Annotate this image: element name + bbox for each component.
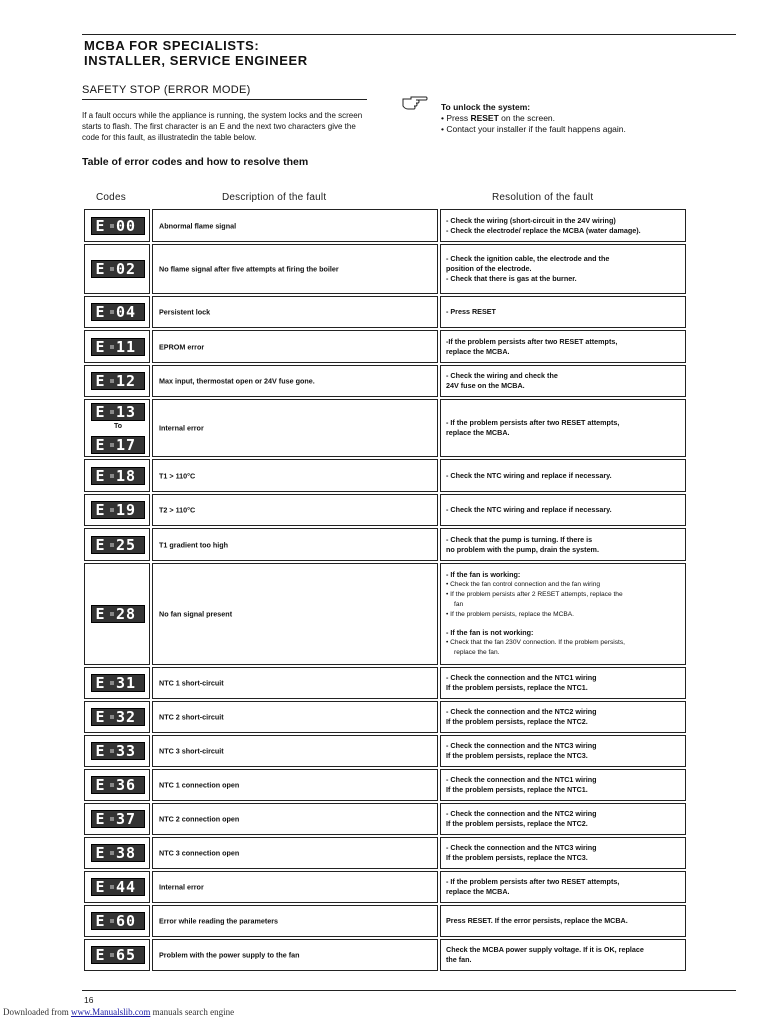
fault-description: T1 gradient too high [159, 540, 229, 549]
fault-description: Internal error [159, 423, 204, 433]
fault-description: NTC 2 short-circuit [159, 712, 224, 722]
lcd-digits: 32 [116, 708, 137, 726]
error-code-table [84, 209, 686, 973]
description-cell [152, 803, 438, 835]
code-cell [84, 296, 150, 328]
lcd-digits: 60 [116, 912, 137, 930]
fault-resolution [446, 371, 681, 391]
resolution-line: no problem with the pump, drain the system. [446, 544, 599, 554]
resolution-cell [440, 244, 686, 294]
resolution-cell [440, 459, 686, 492]
lcd-separator [110, 851, 114, 855]
unlock-line-1-pre: • Press [441, 113, 471, 123]
resolution-line [446, 620, 681, 628]
resolution-line: If the problem persists, replace the NTC1. [446, 683, 588, 692]
resolution-line: - Check the connection and the NTC2 wiring [446, 809, 597, 818]
error-code-display [91, 536, 145, 554]
description-cell [152, 563, 438, 665]
fault-description: EPROM error [159, 342, 205, 351]
fault-description: NTC 2 connection open [159, 814, 240, 824]
code-cell [84, 365, 150, 397]
lcd-separator [110, 749, 114, 753]
code-cell [84, 667, 150, 699]
resolution-line: - Check that the pump is turning. If there is [446, 534, 593, 544]
error-code-display [91, 810, 145, 828]
resolution-line: - Check the connection and the NTC2 wiring [446, 707, 597, 716]
resolution-line: - Check the connection and the NTC1 wiring [446, 673, 597, 682]
code-cell [84, 803, 150, 835]
fault-description: NTC 3 connection open [159, 848, 240, 858]
lcd-separator [110, 783, 114, 787]
resolution-cell [440, 563, 686, 665]
description-cell [152, 296, 438, 328]
resolution-line: If the problem persists, replace the NTC1. [446, 785, 588, 794]
resolution-cell [440, 735, 686, 767]
top-rule [82, 34, 736, 35]
lcd-digits: 25 [116, 536, 137, 554]
fault-resolution [446, 216, 681, 236]
lcd-separator [110, 681, 114, 685]
description-cell [152, 209, 438, 242]
resolution-cell [440, 296, 686, 328]
description-cell [152, 939, 438, 971]
lcd-letter: E [95, 674, 105, 692]
error-code-display [91, 303, 145, 321]
code-cell [84, 244, 150, 294]
resolution-line: If the problem persists, replace the NTC3. [446, 853, 588, 862]
resolution-line: If the problem persists, replace the NTC2. [446, 717, 588, 726]
lcd-digits: 11 [116, 338, 137, 356]
section-rule [82, 99, 367, 100]
resolution-line: - If the fan is not working: [446, 628, 534, 637]
table-row [84, 330, 686, 363]
resolution-cell [440, 701, 686, 733]
resolution-cell [440, 330, 686, 363]
resolution-line: - Check the NTC wiring and replace if necessary. [446, 470, 612, 480]
table-row [84, 494, 686, 526]
lcd-digits: 13 [116, 403, 137, 421]
table-row [84, 701, 686, 733]
resolution-line: - Check the connection and the NTC3 wiring [446, 741, 597, 750]
lcd-letter: E [95, 776, 105, 794]
lcd-separator [110, 508, 114, 512]
fault-description: Internal error [159, 882, 204, 892]
code-cell [84, 871, 150, 903]
error-code-display [91, 403, 145, 421]
lcd-digits: 04 [116, 303, 137, 321]
lcd-digits: 33 [116, 742, 137, 760]
error-code-display [91, 338, 145, 356]
fault-resolution [446, 843, 681, 863]
lcd-digits: 12 [116, 372, 137, 390]
description-cell [152, 667, 438, 699]
fault-resolution [446, 505, 681, 515]
table-row [84, 905, 686, 937]
lcd-digits: 36 [116, 776, 137, 794]
lcd-letter: E [95, 303, 105, 321]
lcd-letter: E [95, 536, 105, 554]
fault-description: Max input, thermostat open or 24V fuse gone. [159, 376, 315, 386]
error-code-display [91, 776, 145, 794]
table-row [84, 871, 686, 903]
lcd-separator [110, 379, 114, 383]
lcd-digits: 65 [116, 946, 137, 964]
code-cell [84, 494, 150, 526]
resolution-cell [440, 905, 686, 937]
resolution-line: - If the fan is working: [446, 570, 521, 579]
description-cell [152, 399, 438, 457]
unlock-line-1 [441, 113, 626, 124]
fault-description: No fan signal present [159, 609, 233, 619]
fault-resolution [446, 535, 681, 555]
table-row [84, 244, 686, 294]
lcd-separator [110, 612, 114, 616]
lcd-letter: E [95, 708, 105, 726]
error-code-display [91, 605, 145, 623]
pointing-hand-icon [402, 94, 428, 110]
bottom-rule [82, 990, 736, 991]
fault-resolution [446, 877, 681, 897]
table-row [84, 735, 686, 767]
error-code-display [91, 501, 145, 519]
resolution-line: • If the problem persists, replace the MCBA. [446, 611, 575, 618]
fault-description: Abnormal flame signal [159, 221, 237, 230]
column-header-resolution: Resolution of the fault [492, 192, 594, 203]
lcd-letter: E [95, 878, 105, 896]
table-row [84, 399, 686, 457]
code-cell [84, 563, 150, 665]
resolution-line: replace the MCBA. [446, 887, 510, 896]
table-row [84, 209, 686, 242]
fault-description: No flame signal after five attempts at firing the boiler [159, 264, 339, 274]
table-row [84, 528, 686, 561]
lcd-separator [110, 410, 114, 414]
lcd-letter: E [95, 742, 105, 760]
lcd-separator [110, 345, 114, 349]
resolution-line: 24V fuse on the MCBA. [446, 381, 525, 390]
code-cell [84, 701, 150, 733]
unlock-reset-word: RESET [470, 113, 499, 123]
lcd-digits: 18 [116, 467, 137, 485]
code-cell [84, 209, 150, 242]
lcd-separator [110, 715, 114, 719]
column-header-codes: Codes [96, 192, 126, 203]
lcd-separator [110, 224, 114, 228]
fault-description: NTC 3 short-circuit [159, 746, 224, 756]
error-code-display [91, 708, 145, 726]
lcd-letter: E [95, 912, 105, 930]
resolution-line: - Press RESET [446, 307, 496, 316]
resolution-line: If the problem persists, replace the NTC2. [446, 819, 588, 828]
lcd-separator [110, 543, 114, 547]
resolution-cell [440, 769, 686, 801]
resolution-cell [440, 667, 686, 699]
code-cell [84, 528, 150, 561]
fault-resolution [446, 741, 681, 761]
error-code-display [91, 844, 145, 862]
resolution-line: replace the MCBA. [446, 428, 510, 437]
table-row [84, 365, 686, 397]
error-code-display [91, 912, 145, 930]
download-footer [3, 1007, 234, 1017]
lcd-separator [110, 443, 114, 447]
resolution-cell [440, 494, 686, 526]
fault-resolution [446, 337, 681, 357]
lcd-letter: E [95, 436, 105, 454]
table-row [84, 459, 686, 492]
column-header-description: Description of the fault [222, 192, 327, 203]
error-code-display [91, 674, 145, 692]
description-cell [152, 244, 438, 294]
fault-resolution [446, 570, 681, 658]
resolution-line: • If the problem persists after 2 RESET attempts, replace the [446, 591, 623, 598]
fault-resolution [446, 307, 681, 317]
resolution-line: fan [454, 601, 464, 608]
resolution-line: - Check that there is gas at the burner. [446, 274, 577, 283]
lcd-digits: 28 [116, 605, 137, 623]
table-row [84, 563, 686, 665]
resolution-cell [440, 209, 686, 242]
lcd-separator [110, 817, 114, 821]
section-title: SAFETY STOP (ERROR MODE) [82, 84, 251, 96]
header-line-2: INSTALLER, SERVICE ENGINEER [84, 53, 308, 68]
lcd-digits: 00 [116, 217, 137, 235]
resolution-line: the fan. [446, 955, 472, 964]
lcd-letter: E [95, 605, 105, 623]
resolution-cell [440, 399, 686, 457]
resolution-cell [440, 939, 686, 971]
lcd-separator [110, 885, 114, 889]
lcd-letter: E [95, 501, 105, 519]
lcd-letter: E [95, 260, 105, 278]
fault-resolution [446, 775, 681, 795]
unlock-title: To unlock the system: [441, 102, 531, 112]
lcd-letter: E [95, 844, 105, 862]
code-cell [84, 330, 150, 363]
footer-suffix: manuals search engine [150, 1007, 235, 1017]
resolution-line: - If the problem persists after two RESET attempts, [446, 877, 620, 886]
lcd-digits: 17 [116, 436, 137, 454]
manualslib-link[interactable]: www.Manualslib.com [70, 1007, 151, 1017]
resolution-cell [440, 837, 686, 869]
lcd-separator [110, 474, 114, 478]
description-cell [152, 528, 438, 561]
table-row [84, 837, 686, 869]
lcd-digits: 31 [116, 674, 137, 692]
resolution-line: • Check the fan control connection and the fan wiring [446, 581, 601, 588]
description-cell [152, 769, 438, 801]
fault-resolution [446, 418, 681, 438]
lcd-digits: 44 [116, 878, 137, 896]
resolution-line: -If the problem persists after two RESET attempts, [446, 336, 618, 346]
code-cell [84, 769, 150, 801]
code-range-to: To [113, 423, 123, 430]
resolution-cell [440, 871, 686, 903]
resolution-cell [440, 803, 686, 835]
resolution-line: Press RESET. If the error persists, replace the MCBA. [446, 916, 628, 925]
fault-resolution [446, 471, 681, 481]
error-code-display [91, 260, 145, 278]
resolution-line: position of the electrode. [446, 264, 532, 273]
resolution-line: Check the MCBA power supply voltage. If it is OK, replace [446, 945, 644, 954]
lcd-separator [110, 267, 114, 271]
lcd-letter: E [95, 217, 105, 235]
error-code-display [91, 217, 145, 235]
lcd-letter: E [95, 810, 105, 828]
table-row [84, 803, 686, 835]
fault-description: NTC 1 short-circuit [159, 678, 224, 688]
resolution-line: - Check the wiring and check the [446, 371, 558, 380]
fault-description: T2 > 110°C [159, 505, 196, 515]
description-cell [152, 701, 438, 733]
description-cell [152, 837, 438, 869]
description-cell [152, 735, 438, 767]
description-cell [152, 459, 438, 492]
table-row [84, 296, 686, 328]
code-cell [84, 735, 150, 767]
table-row [84, 939, 686, 971]
description-cell [152, 494, 438, 526]
table-title: Table of error codes and how to resolve them [82, 156, 309, 168]
code-cell [84, 459, 150, 492]
lcd-separator [110, 953, 114, 957]
intro-paragraph: If a fault occurs while the appliance is running, the system locks and the screen starts to flash. The first character is an E and the next two characters give the code for this fault, as illustratedin the table below. [82, 111, 363, 142]
description-cell [152, 365, 438, 397]
error-code-display [91, 878, 145, 896]
lcd-letter: E [95, 946, 105, 964]
code-cell [84, 905, 150, 937]
error-code-display [91, 946, 145, 964]
unlock-instructions [441, 102, 626, 135]
resolution-line: • Check that the fan 230V connection. If the problem persists, [446, 639, 625, 646]
fault-description: Error while reading the parameters [159, 916, 279, 926]
resolution-line: - If the problem persists after two RESET attempts, [446, 418, 620, 427]
code-cell [84, 939, 150, 971]
lcd-separator [110, 919, 114, 923]
lcd-digits: 02 [116, 260, 137, 278]
fault-description: Problem with the power supply to the fan [159, 950, 300, 960]
resolution-line: replace the fan. [454, 649, 500, 656]
error-code-display [91, 742, 145, 760]
resolution-cell [440, 528, 686, 561]
fault-resolution [446, 673, 681, 693]
resolution-line: - Check the connection and the NTC1 wiring [446, 775, 597, 784]
table-row [84, 769, 686, 801]
description-cell [152, 330, 438, 363]
fault-description: T1 > 110°C [159, 471, 196, 480]
lcd-letter: E [95, 467, 105, 485]
resolution-line: - Check the connection and the NTC3 wiring [446, 843, 597, 852]
fault-resolution [446, 254, 681, 284]
lcd-letter: E [95, 403, 105, 421]
resolution-cell [440, 365, 686, 397]
lcd-digits: 38 [116, 844, 137, 862]
fault-resolution [446, 809, 681, 829]
page-number: 16 [84, 995, 94, 1005]
description-cell [152, 905, 438, 937]
unlock-line-2: • Contact your installer if the fault happens again. [441, 124, 626, 134]
resolution-line: replace the MCBA. [446, 346, 510, 356]
fault-resolution [446, 916, 681, 926]
code-cell [84, 837, 150, 869]
resolution-line: - Check the ignition cable, the electrode and the [446, 254, 610, 263]
lcd-separator [110, 310, 114, 314]
header-line-1: MCBA FOR SPECIALISTS: [84, 38, 260, 53]
lcd-letter: E [95, 372, 105, 390]
error-code-display [91, 436, 145, 454]
resolution-line: - Check the electrode/ replace the MCBA (water damage). [446, 225, 641, 235]
fault-description: Persistent lock [159, 307, 211, 317]
description-cell [152, 871, 438, 903]
fault-resolution [446, 707, 681, 727]
resolution-line: - Check the NTC wiring and replace if necessary. [446, 505, 612, 514]
page-header [84, 38, 504, 68]
unlock-line-1-post: on the screen. [498, 113, 556, 123]
fault-resolution [446, 945, 681, 965]
lcd-digits: 37 [116, 810, 137, 828]
lcd-letter: E [95, 338, 105, 356]
error-code-display [91, 372, 145, 390]
fault-description: NTC 1 connection open [159, 780, 240, 790]
footer-prefix: Downloaded from [3, 1007, 71, 1017]
table-row [84, 667, 686, 699]
lcd-digits: 19 [116, 501, 137, 519]
resolution-line: - Check the wiring (short-circuit in the 24V wiring) [446, 215, 616, 225]
error-code-display [91, 467, 145, 485]
code-cell [84, 399, 150, 457]
resolution-line: If the problem persists, replace the NTC3. [446, 751, 588, 760]
